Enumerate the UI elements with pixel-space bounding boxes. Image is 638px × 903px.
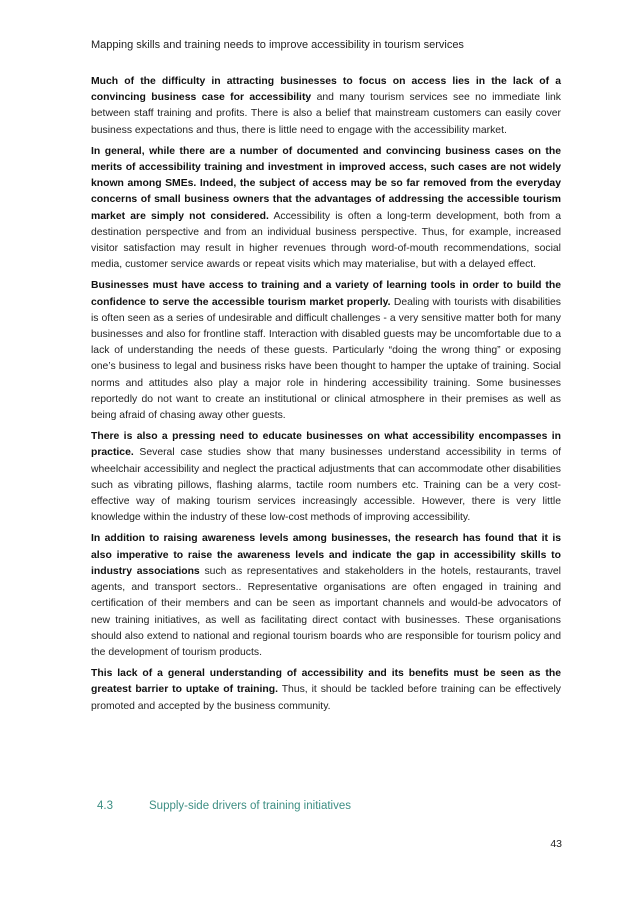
paragraph-lead: In general, while there are a number of documented and convincing business cases on the merits of accessibility training and investment in improved access, such cases are not widely known among SMEs. Indeed, the subject of access may be so far removed from the everyday concerns of small business owners that the advantages of addressing the accessible tourism market are simply not considered.: [91, 145, 561, 222]
paragraph-text: Thus, it should be tackled before training can be effectively promoted and accepted by the business community.: [91, 684, 562, 712]
page-number: 43: [550, 838, 562, 850]
paragraph-lead: Much of the difficulty in attracting businesses to focus on access lies in the lack of a convincing business case for accessibility: [91, 76, 561, 104]
paragraph-text: Several case studies show that many businesses understand accessibility in terms of wheelchair accessibility and neglect the practical adjustments that can accommodate other disabilities such as vibrating pillows, flashing alarms, tactile room numbers etc. Training can be a very cost-effective way of making tourism services increasingly accessible. However, there is very little knowledge within the industry of these low-cost methods of improving accessibility.: [91, 447, 561, 524]
paragraph-lead: Businesses must have access to training and a variety of learning tools in order to build the confidence to serve the accessible tourism market properly.: [91, 280, 561, 308]
paragraph-text: such as representatives and stakeholders in the hotels, restaurants, travel agents, and transport sectors.. Representative organisations are often engaged in training and certification of their members and can be seen as important channels and would-be advocators of new training initiatives, as well as facilitating direct contact with businesses. These organisations should also extend to national and regional tourism boards who are responsible for tourism policy and the development of tourism products.: [91, 565, 561, 658]
paragraph-educate-businesses: [91, 429, 561, 526]
paragraph-lead: This lack of a general understanding of accessibility and its benefits must be seen as the greatest barrier to uptake of training.: [91, 668, 561, 696]
paragraph-text: Accessibility is often a long-term development, both from a destination perspective and from an individual business perspective. Thus, for example, increased visitor satisfaction may result in higher revenues through word-of-mouth recommendations, social media, customer service awards or repeat visits which may materialise, but with a delayed effect.: [91, 210, 561, 271]
paragraph-lead: In addition to raising awareness levels among businesses, the research has found that it is also imperative to raise the awareness levels and indicate the gap in accessibility skills to industry associations: [91, 533, 561, 577]
running-header: Mapping skills and training needs to improve accessibility in tourism services: [91, 39, 464, 51]
paragraph-text: Dealing with tourists with disabilities is often seen as a series of undesirable and difficult challenges - a very sensitive matter both for many businesses and also for frontline staff. Interaction with disabled guests may be uncomfortable due to a lack of understanding the needs of these guests. Particularly “doing the wrong thing” or exposing one’s business to legal and business risks have been thought to hamper the uptake of training. Social norms and attitudes also play a major role in hindering accessibility training. Some businesses reportedly do not want to create an institutional or clinical atmosphere in their premises as well as being afraid of chasing away other guests.: [91, 296, 561, 422]
paragraph-business-case: [91, 74, 561, 139]
paragraph-documented-cases: [91, 144, 561, 274]
section-title: Supply-side drivers of training initiatives: [149, 800, 351, 812]
paragraph-industry-associations: [91, 531, 561, 661]
section-number: 4.3: [97, 800, 113, 812]
section-heading: [91, 798, 561, 814]
paragraph-training-access: [91, 278, 561, 424]
paragraph-text: and many tourism services see no immediate link between staff training and profits. There is also a belief that mainstream customers can easily cover business expectations and thus, there is little need to engage with the accessibility market.: [91, 92, 561, 136]
paragraph-lead: There is also a pressing need to educate businesses on what accessibility encompasses in practice.: [91, 431, 561, 459]
paragraph-greatest-barrier: [91, 666, 561, 715]
body-text: [91, 74, 561, 720]
